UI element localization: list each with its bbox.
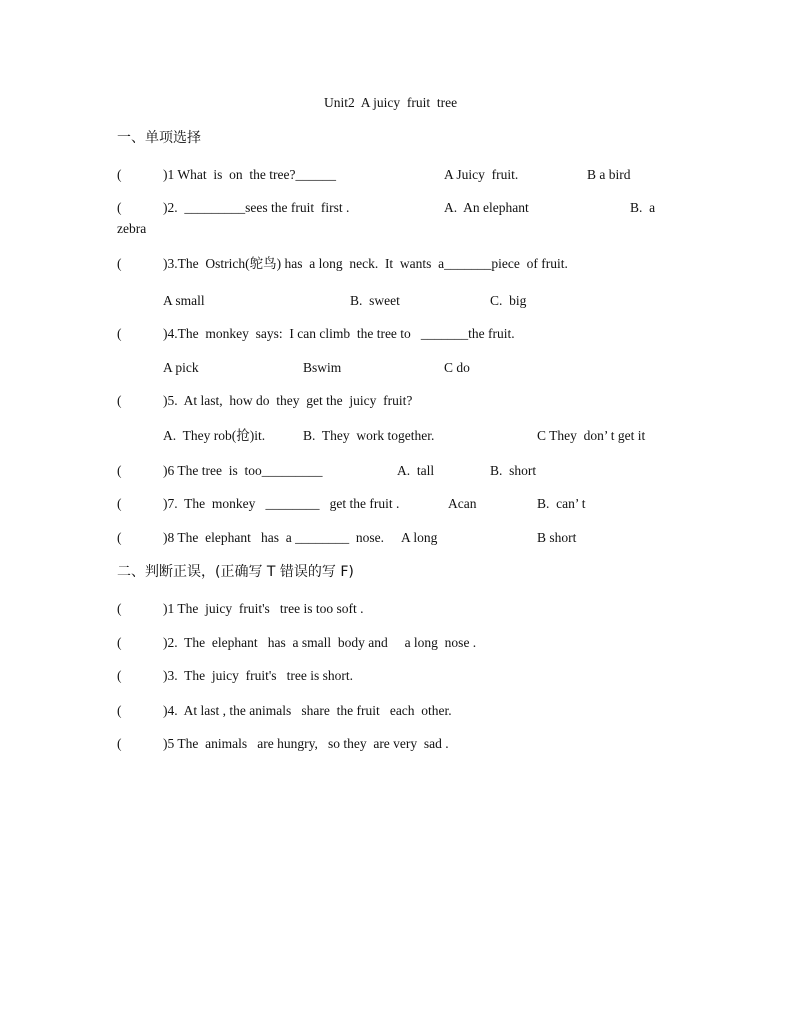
answer-paren: (: [117, 393, 122, 408]
answer-paren: (: [117, 736, 122, 751]
option-a: A. They rob(抢)it.: [163, 428, 266, 443]
option-b: B short: [537, 530, 577, 545]
option-a: A Juicy fruit.: [444, 167, 519, 182]
answer-paren: (: [117, 496, 122, 511]
question-stem: )1 What is on the tree?______: [163, 167, 336, 182]
answer-paren: (: [117, 601, 122, 616]
option-b: Bswim: [303, 360, 342, 375]
question-stem: )2. _________sees the fruit first .: [163, 200, 350, 215]
option-c: C They don’ t get it: [537, 428, 646, 443]
option-b: B. sweet: [350, 293, 400, 308]
option-a: A pick: [163, 360, 199, 375]
question-stem: )6 The tree is too_________: [163, 463, 323, 478]
answer-paren: (: [117, 200, 122, 215]
answer-paren: (: [117, 703, 122, 718]
answer-paren: (: [117, 635, 122, 650]
option-a: A. tall: [397, 463, 435, 478]
answer-paren: (: [117, 167, 122, 182]
option-a: Acan: [448, 496, 477, 511]
answer-paren: (: [117, 256, 122, 271]
question-stem: )3. The juicy fruit's tree is short.: [163, 668, 354, 683]
question-stem: )5. At last, how do they get the juicy fruit?: [163, 393, 413, 408]
section-2-heading: 二、判断正误，(正确写 T 错误的写 F): [117, 564, 354, 580]
option-c: C. big: [490, 293, 527, 308]
question-stem: )2. The elephant has a small body and a long nose .: [163, 635, 477, 650]
option-c: C do: [444, 360, 470, 375]
question-stem: )5 The animals are hungry, so they are very sad .: [163, 736, 449, 751]
question-stem: )3.The Ostrich(鸵鸟) has a long neck. It wants a_______piece of fruit.: [163, 256, 568, 271]
option-b: B. short: [490, 463, 537, 478]
answer-paren: (: [117, 463, 122, 478]
option-a: A. An elephant: [444, 200, 529, 215]
option-b: B. They work together.: [303, 428, 435, 443]
option-b-wrap: zebra: [117, 221, 147, 236]
question-stem: )1 The juicy fruit's tree is too soft .: [163, 601, 364, 616]
option-a: A long: [401, 530, 438, 545]
question-stem: )4.The monkey says: I can climb the tree to _______the fruit.: [163, 326, 515, 341]
answer-paren: (: [117, 668, 122, 683]
option-a: A small: [163, 293, 205, 308]
page-title: Unit2 A juicy fruit tree: [324, 95, 458, 110]
section-1-heading: 一、单项选择: [117, 130, 201, 146]
question-stem: )7. The monkey ________ get the fruit .: [163, 496, 400, 511]
answer-paren: (: [117, 326, 122, 341]
question-stem: )4. At last , the animals share the fruit each other.: [163, 703, 452, 718]
option-b: B a bird: [587, 167, 631, 182]
answer-paren: (: [117, 530, 122, 545]
question-stem: )8 The elephant has a ________ nose.: [163, 530, 384, 545]
option-b: B. a: [630, 200, 656, 215]
option-b: B. can’ t: [537, 496, 586, 511]
